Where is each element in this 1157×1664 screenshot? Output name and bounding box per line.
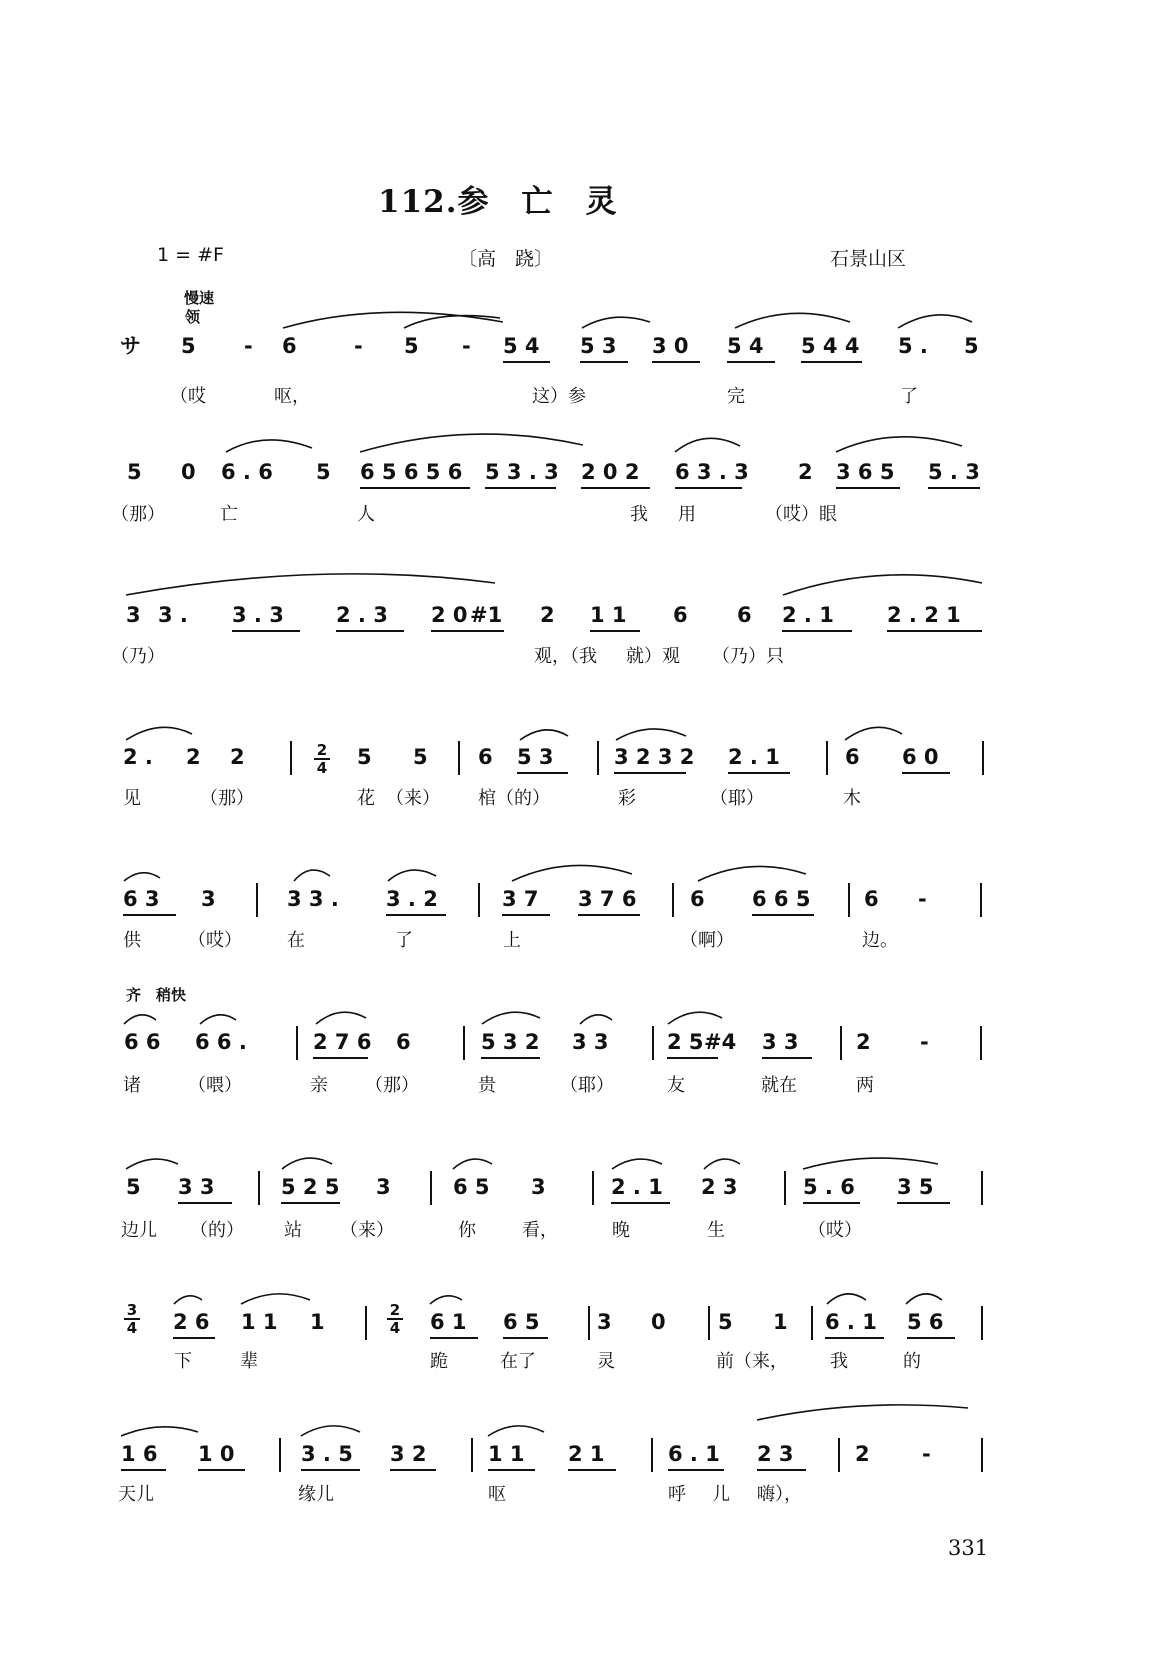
note-group: 1 1 — [241, 1310, 278, 1334]
note: 2 — [856, 1030, 871, 1054]
chorus-mark: 齐 — [126, 986, 142, 1004]
lyric: 棺（的） — [478, 788, 550, 809]
note-group: 3 3 — [572, 1030, 609, 1054]
note-group: 2 . 2 1 — [887, 603, 961, 627]
note-group: 2 . 3 — [336, 603, 388, 627]
lyric: 边儿 — [121, 1220, 157, 1241]
note-group: 3 2 3 2 — [614, 745, 695, 769]
slur — [612, 1159, 662, 1169]
slur — [582, 317, 650, 328]
slur — [282, 1158, 332, 1169]
slur — [803, 1158, 938, 1169]
slur — [783, 575, 982, 595]
note: 6 — [845, 745, 860, 769]
lyric: 两 — [856, 1075, 874, 1096]
lyric: （哎） — [808, 1220, 862, 1241]
note: 2 — [186, 745, 201, 769]
lead-mark: 领 — [185, 308, 201, 326]
note: 1 — [310, 1310, 325, 1334]
note: 5 — [181, 334, 196, 358]
slur — [836, 437, 962, 452]
note-group: 3 . 2 — [386, 887, 438, 911]
note-group: 1 0 — [198, 1442, 235, 1466]
slur — [241, 1294, 310, 1304]
note-group: 6 . 6 — [221, 460, 273, 484]
slur — [512, 865, 632, 881]
lyric: 晚 — [612, 1220, 630, 1241]
note-group: 1 1 — [488, 1442, 525, 1466]
note-group: 2 . — [123, 745, 153, 769]
lyric: 用 — [678, 504, 696, 525]
note: 5 — [718, 1310, 733, 1334]
lyric: 亡 — [220, 504, 238, 525]
tempo-mark: 慢速 — [184, 289, 215, 307]
note-group: 2 3 — [757, 1442, 794, 1466]
note: 1 — [773, 1310, 788, 1334]
slur — [301, 1426, 360, 1436]
slur — [757, 1405, 968, 1420]
note: 5 — [357, 745, 372, 769]
time-signature-top: 3 — [124, 1302, 140, 1320]
lyric: 的 — [903, 1351, 921, 1372]
note-group: 6 6 . — [195, 1030, 247, 1054]
note-group: 5 . 6 — [803, 1175, 855, 1199]
slur — [453, 1159, 492, 1169]
slur — [906, 1294, 942, 1304]
note: - — [920, 1030, 929, 1054]
note: 3 — [376, 1175, 391, 1199]
slur — [294, 870, 330, 881]
lyric: （乃）只 — [712, 646, 784, 667]
note-group: 6 5 6 5 6 — [360, 460, 463, 484]
note-group: 2 . 1 — [611, 1175, 663, 1199]
note: 6 — [737, 603, 752, 627]
lyric: 贵 — [478, 1075, 496, 1096]
note-group: 2 6 — [173, 1310, 210, 1334]
slur — [121, 1427, 198, 1436]
note-group: 5 6 — [907, 1310, 944, 1334]
note: 2 — [798, 460, 813, 484]
slur — [360, 434, 583, 452]
slur — [482, 1012, 540, 1024]
lyric: 呕， — [274, 386, 310, 407]
note-group: 5 3 — [517, 745, 554, 769]
note: 5 — [964, 334, 979, 358]
lyric: 呕 — [488, 1484, 506, 1505]
note-group: 2 . 1 — [728, 745, 780, 769]
lyric: 嗨）， — [757, 1484, 802, 1505]
slur — [126, 574, 495, 595]
lyric: （喂） — [188, 1075, 242, 1096]
lyric: 就在 — [761, 1075, 797, 1096]
lyric: 我 — [630, 504, 648, 525]
note-group: 5 3 . 3 — [485, 460, 559, 484]
lyric: 观，（我 — [534, 646, 597, 667]
slur — [845, 727, 902, 740]
lyric: 亲 — [310, 1075, 328, 1096]
note-group: 5 2 5 — [281, 1175, 340, 1199]
lyric: 在了 — [500, 1351, 536, 1372]
note-group: 2 3 — [701, 1175, 738, 1199]
lyric: 花 — [357, 788, 375, 809]
lyric: 看， — [522, 1220, 558, 1241]
lyric: （来） — [340, 1220, 394, 1241]
note-group: 6 1 — [430, 1310, 467, 1334]
lyric: 上 — [503, 930, 521, 951]
lyric: （哎 — [170, 386, 206, 407]
slur — [388, 870, 436, 881]
note-group: 3 7 6 — [578, 887, 637, 911]
note-group: 2 0 — [431, 603, 468, 627]
slur — [488, 1426, 544, 1436]
lyric: （的） — [190, 1220, 244, 1241]
slur — [735, 313, 850, 328]
note-group: 3 6 5 — [836, 460, 895, 484]
note: - — [462, 334, 471, 358]
slur — [616, 729, 686, 740]
time-signature-top: 2 — [314, 742, 330, 760]
song-title: 112.参 亡 灵 — [378, 184, 618, 220]
note-group: 3 3 . — [287, 887, 339, 911]
lyric: 站 — [284, 1220, 302, 1241]
slur — [200, 1015, 236, 1024]
note-group: 3 . 5 — [301, 1442, 353, 1466]
note-group: 3 . — [158, 603, 188, 627]
lyric: 完 — [727, 386, 745, 407]
time-signature-bottom: 4 — [126, 1319, 138, 1337]
slur — [580, 1015, 612, 1024]
note: 5 — [316, 460, 331, 484]
lyric: 见 — [123, 788, 141, 809]
lyric: 供 — [123, 930, 141, 951]
lyric: （来） — [386, 788, 440, 809]
slur — [283, 312, 503, 328]
lyric: 我 — [830, 1351, 848, 1372]
note: - — [244, 334, 253, 358]
lyric: 人 — [357, 504, 375, 525]
lyric: （耶） — [560, 1075, 614, 1096]
time-signature-top: 2 — [387, 1302, 403, 1320]
lyric: 在 — [287, 930, 305, 951]
time-signature-bottom: 4 — [316, 759, 328, 777]
slur — [174, 1296, 202, 1304]
note-group: 6 . 1 — [825, 1310, 877, 1334]
lyric: 木 — [843, 788, 861, 809]
lyric: 儿 — [712, 1484, 730, 1505]
note-group: 5 4 4 — [801, 334, 860, 358]
slur — [520, 730, 568, 740]
note-group: 6 0 — [902, 745, 939, 769]
lyric: 下 — [174, 1351, 192, 1372]
note-group: 5 . 3 — [928, 460, 980, 484]
note-group: 6 3 . 3 — [675, 460, 749, 484]
free-meter-sign: サ — [120, 334, 141, 358]
lyric: 辈 — [240, 1351, 258, 1372]
lyric: 就）观 — [626, 646, 680, 667]
note-group: 5 3 2 — [481, 1030, 540, 1054]
note: 5 — [127, 460, 142, 484]
note: 3 — [531, 1175, 546, 1199]
lyric: 这）参 — [532, 386, 586, 407]
slur — [124, 873, 160, 881]
time-signature-bottom: 4 — [389, 1319, 401, 1337]
note: 2 — [230, 745, 245, 769]
note: 6 — [864, 887, 879, 911]
lyric: （哎） — [188, 930, 242, 951]
slur — [124, 1015, 156, 1024]
region-label: 石景山区 — [830, 248, 907, 270]
lyric: （那） — [111, 504, 165, 525]
note-group: 3 2 — [390, 1442, 427, 1466]
slur — [898, 315, 972, 328]
lyric: 呼 — [668, 1484, 686, 1505]
note-group: 2 7 6 — [313, 1030, 372, 1054]
note: 5 — [404, 334, 419, 358]
note-group: 3 . 3 — [232, 603, 284, 627]
lyric: 边。 — [862, 930, 898, 951]
lyric: （乃） — [111, 646, 165, 667]
slur — [126, 727, 192, 740]
lyric: 你 — [458, 1220, 476, 1241]
note-group: 5 4 — [727, 334, 764, 358]
page-number: 331 — [948, 1536, 989, 1560]
slur — [430, 1296, 462, 1304]
note-group: 3 3 — [762, 1030, 799, 1054]
note-group: 2 1 — [568, 1442, 605, 1466]
lyric: （那） — [200, 788, 254, 809]
note-group: 5 4 — [503, 334, 540, 358]
slur — [668, 1012, 722, 1024]
slur — [698, 866, 806, 881]
lyric: 友 — [667, 1075, 685, 1096]
note: 6 — [282, 334, 297, 358]
note-group: 6 6 — [124, 1030, 161, 1054]
lyric: 灵 — [597, 1351, 615, 1372]
note-group: 2 0 2 — [581, 460, 640, 484]
lyric: （那） — [365, 1075, 419, 1096]
note: #4 — [704, 1030, 737, 1054]
note: 3 — [597, 1310, 612, 1334]
lyric: 彩 — [618, 788, 636, 809]
note: #1 — [470, 603, 503, 627]
note-group: 6 6 5 — [752, 887, 811, 911]
note-group: 1 6 — [121, 1442, 158, 1466]
note-group: 6 5 — [503, 1310, 540, 1334]
note: 6 — [690, 887, 705, 911]
lyric: 了 — [900, 386, 918, 407]
singer-tag: 〔高 跷〕 — [458, 248, 554, 270]
note: 0 — [651, 1310, 666, 1334]
note-group: 3 5 — [897, 1175, 934, 1199]
faster-mark: 稍快 — [156, 986, 187, 1004]
slur — [704, 1159, 740, 1169]
note-group: 6 3 — [123, 887, 160, 911]
lyric: （耶） — [710, 788, 764, 809]
lyric: 缘儿 — [298, 1484, 334, 1505]
slur — [126, 1159, 178, 1169]
note: 6 — [396, 1030, 411, 1054]
lyric: 诸 — [123, 1075, 141, 1096]
note-group: 3 0 — [652, 334, 689, 358]
slur — [675, 438, 740, 452]
lyric: （啊） — [680, 930, 734, 951]
note: 5 — [126, 1175, 141, 1199]
note: - — [918, 887, 927, 911]
note-group: 6 . 1 — [668, 1442, 720, 1466]
note-group: 6 5 — [453, 1175, 490, 1199]
lyric: （哎）眼 — [765, 504, 837, 525]
lyric: 生 — [707, 1220, 725, 1241]
note-group: 5 3 — [580, 334, 617, 358]
note: - — [922, 1442, 931, 1466]
note-group: 2 . 1 — [782, 603, 834, 627]
lyric: 天儿 — [118, 1484, 154, 1505]
note-group: 3 3 — [178, 1175, 215, 1199]
note: 0 — [181, 460, 196, 484]
note: 2 — [855, 1442, 870, 1466]
note: 3 — [126, 603, 141, 627]
slur — [827, 1294, 866, 1304]
lyric: 前（来， — [716, 1351, 788, 1372]
key-signature: 1 = #F — [157, 244, 224, 266]
note: - — [354, 334, 363, 358]
note-group: 5 . — [898, 334, 928, 358]
note: 3 — [201, 887, 216, 911]
note-group: 3 7 — [502, 887, 539, 911]
lyric: 了 — [395, 930, 413, 951]
slur — [226, 440, 312, 452]
slur — [404, 316, 500, 328]
note: 2 — [540, 603, 555, 627]
lyric: 跪 — [430, 1351, 448, 1372]
slur — [316, 1012, 366, 1024]
note-group: 1 1 — [590, 603, 627, 627]
note-group: 2 5 — [667, 1030, 704, 1054]
note: 6 — [478, 745, 493, 769]
note: 6 — [673, 603, 688, 627]
note: 5 — [413, 745, 428, 769]
